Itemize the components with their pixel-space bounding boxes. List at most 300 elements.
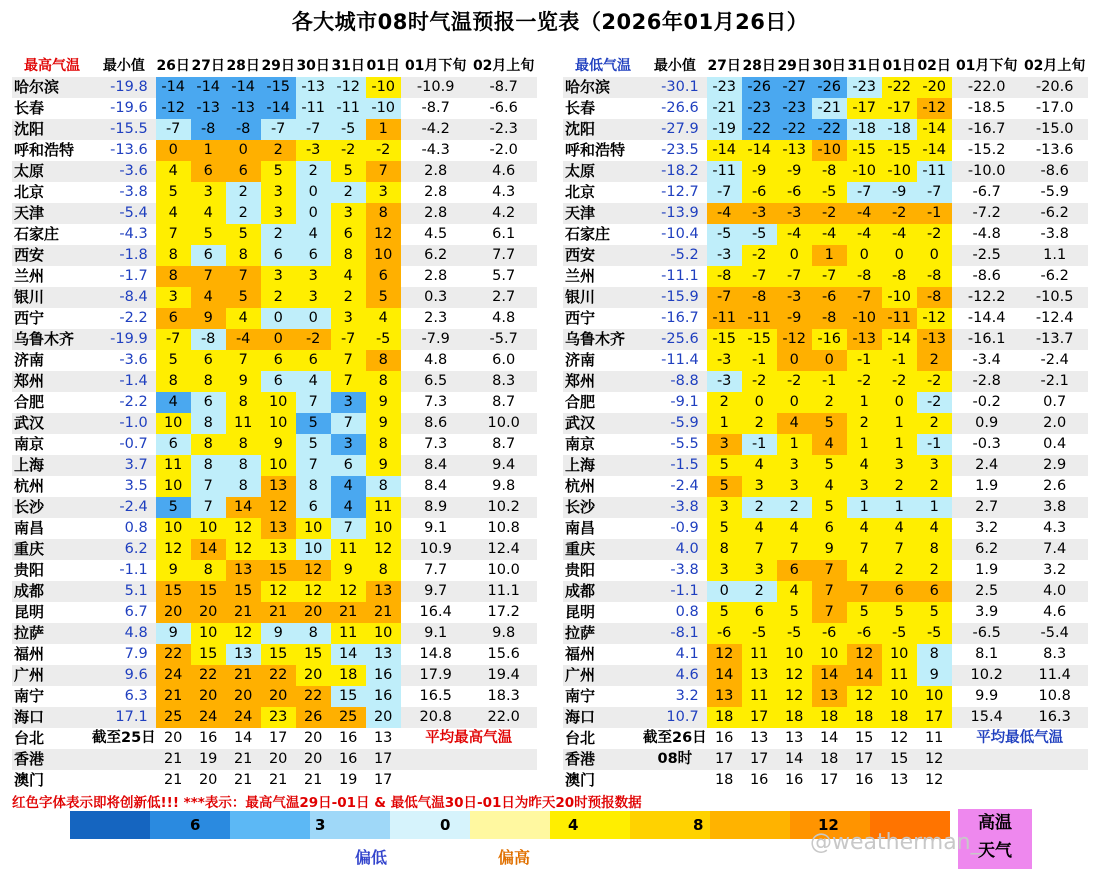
low-city-row [563, 539, 1088, 560]
period-average-cell: 0.4 [1022, 434, 1088, 455]
high-city-row [12, 203, 537, 224]
period-average-cell: 7.7 [471, 245, 537, 266]
daily-temperature-cell: 12 [261, 581, 296, 602]
city-name: 北京 [563, 182, 643, 203]
daily-temperature-cell: -3 [707, 371, 742, 392]
city-name: 昆明 [563, 602, 643, 623]
daily-temperature-cell: 0 [226, 140, 261, 161]
data-cutoff-note: 08时 [643, 749, 707, 770]
low-city-row [563, 329, 1088, 350]
daily-temperature-cell: 8 [296, 623, 331, 644]
city-name: 西宁 [563, 308, 643, 329]
period-average-cell: -12.2 [952, 287, 1022, 308]
daily-temperature-cell: 8 [226, 245, 261, 266]
daily-temperature-cell: 12 [366, 224, 401, 245]
daily-temperature-cell: 1 [917, 497, 952, 518]
daily-temperature-cell: -20 [917, 77, 952, 98]
daily-temperature-cell: 2 [847, 413, 882, 434]
period-average-cell: 4.8 [471, 308, 537, 329]
record-min-value: 6.2 [92, 539, 156, 560]
daily-temperature-cell: -23 [847, 77, 882, 98]
daily-temperature-cell: 8 [226, 434, 261, 455]
daily-temperature-cell: 0 [707, 581, 742, 602]
period-average-cell: 2.5 [952, 581, 1022, 602]
daily-temperature-cell: 14 [812, 665, 847, 686]
high-city-row [12, 602, 537, 623]
record-min-value: -2.2 [92, 392, 156, 413]
daily-temperature-cell: -23 [777, 98, 812, 119]
high-column-header: 01月下旬 [401, 56, 471, 77]
color-bar-segment [710, 811, 790, 839]
daily-temperature-cell: 2 [882, 560, 917, 581]
period-average-cell: -2.8 [952, 371, 1022, 392]
high-column-header: 27日 [191, 56, 226, 77]
daily-temperature-cell: 14 [226, 728, 261, 749]
daily-temperature-cell: 8 [191, 455, 226, 476]
period-average-cell: 22.0 [471, 707, 537, 728]
high-city-row [12, 245, 537, 266]
period-average-cell: 4.2 [471, 203, 537, 224]
daily-temperature-cell: 23 [261, 707, 296, 728]
high-column-header: 02月上旬 [471, 56, 537, 77]
high-column-header: 29日 [261, 56, 296, 77]
high-city-row [12, 182, 537, 203]
period-average-cell: -6.5 [952, 623, 1022, 644]
daily-temperature-cell: 6 [261, 245, 296, 266]
daily-temperature-cell: 13 [777, 728, 812, 749]
daily-temperature-cell: 6 [156, 434, 191, 455]
city-name: 长春 [563, 98, 643, 119]
average-legend-note [401, 749, 537, 770]
daily-temperature-cell: -12 [777, 329, 812, 350]
city-name: 贵阳 [12, 560, 92, 581]
period-average-cell: 6.2 [952, 539, 1022, 560]
period-average-cell: 2.6 [1022, 476, 1088, 497]
city-name: 昆明 [12, 602, 92, 623]
daily-temperature-cell: 6 [366, 266, 401, 287]
daily-temperature-cell: 6 [296, 245, 331, 266]
city-name: 南京 [563, 434, 643, 455]
data-cutoff-note: 截至25日 [92, 728, 156, 749]
daily-temperature-cell: 3 [707, 497, 742, 518]
daily-temperature-cell: 6 [191, 350, 226, 371]
daily-temperature-cell: -7 [847, 287, 882, 308]
daily-temperature-cell: 0 [777, 392, 812, 413]
daily-temperature-cell: -8 [742, 287, 777, 308]
high-city-row [12, 266, 537, 287]
max-temperature-table [12, 56, 537, 791]
daily-temperature-cell: -10 [847, 308, 882, 329]
daily-temperature-cell: 10 [191, 518, 226, 539]
daily-temperature-cell: 1 [812, 245, 847, 266]
period-average-cell: 0.9 [952, 413, 1022, 434]
daily-temperature-cell: -5 [882, 623, 917, 644]
daily-temperature-cell: 5 [261, 161, 296, 182]
daily-temperature-cell: 2 [261, 224, 296, 245]
daily-temperature-cell: 4 [331, 266, 366, 287]
daily-temperature-cell: 14 [191, 539, 226, 560]
period-average-cell: 6.0 [471, 350, 537, 371]
daily-temperature-cell: 0 [882, 245, 917, 266]
daily-temperature-cell: -5 [777, 623, 812, 644]
period-average-cell: 19.4 [471, 665, 537, 686]
daily-temperature-cell: 6 [296, 350, 331, 371]
daily-temperature-cell: -5 [366, 329, 401, 350]
period-average-cell: 0.3 [401, 287, 471, 308]
daily-temperature-cell: 11 [917, 728, 952, 749]
daily-temperature-cell: 10 [812, 644, 847, 665]
city-name: 南昌 [12, 518, 92, 539]
daily-temperature-cell: 20 [296, 602, 331, 623]
daily-temperature-cell: 15 [261, 644, 296, 665]
city-name: 郑州 [12, 371, 92, 392]
low-city-row [563, 476, 1088, 497]
daily-temperature-cell: 0 [917, 245, 952, 266]
daily-temperature-cell: 2 [882, 476, 917, 497]
daily-temperature-cell: 12 [777, 686, 812, 707]
daily-temperature-cell: 8 [191, 413, 226, 434]
period-average-cell: 10.2 [952, 665, 1022, 686]
daily-temperature-cell: -11 [882, 308, 917, 329]
record-min-value: -3.6 [92, 161, 156, 182]
period-average-cell: 8.7 [471, 392, 537, 413]
low-city-row [563, 455, 1088, 476]
daily-temperature-cell: 21 [366, 602, 401, 623]
daily-temperature-cell: 3 [331, 434, 366, 455]
record-min-value: -30.1 [643, 77, 707, 98]
low-city-row [563, 203, 1088, 224]
period-average-cell: 1.9 [952, 560, 1022, 581]
daily-temperature-cell: -4 [226, 329, 261, 350]
daily-temperature-cell: -13 [191, 98, 226, 119]
period-average-cell: 17.9 [401, 665, 471, 686]
daily-temperature-cell: 10 [777, 644, 812, 665]
low-city-row [563, 707, 1088, 728]
city-name: 银川 [12, 287, 92, 308]
daily-temperature-cell: -12 [917, 308, 952, 329]
daily-temperature-cell: 11 [366, 497, 401, 518]
daily-temperature-cell: 12 [331, 581, 366, 602]
city-name: 海口 [12, 707, 92, 728]
record-min-value: -16.7 [643, 308, 707, 329]
daily-temperature-cell: -1 [917, 434, 952, 455]
daily-temperature-cell: -6 [812, 623, 847, 644]
daily-temperature-cell: -13 [847, 329, 882, 350]
daily-temperature-cell: 7 [191, 497, 226, 518]
daily-temperature-cell: 8 [296, 476, 331, 497]
daily-temperature-cell: 0 [296, 308, 331, 329]
daily-temperature-cell: 5 [707, 476, 742, 497]
period-average-cell: -14.4 [952, 308, 1022, 329]
daily-temperature-cell: -2 [742, 371, 777, 392]
daily-temperature-cell: -8 [707, 266, 742, 287]
daily-temperature-cell: -22 [777, 119, 812, 140]
daily-temperature-cell: 4 [296, 224, 331, 245]
record-min-value: -2.4 [643, 476, 707, 497]
period-average-cell: 2.7 [952, 497, 1022, 518]
daily-temperature-cell: -3 [777, 203, 812, 224]
high-city-row [12, 623, 537, 644]
record-min-value: -10.4 [643, 224, 707, 245]
record-min-value: 3.2 [643, 686, 707, 707]
daily-temperature-cell: 4 [847, 455, 882, 476]
low-city-row [563, 119, 1088, 140]
period-average-cell: 2.8 [401, 182, 471, 203]
daily-temperature-cell: 20 [296, 749, 331, 770]
daily-temperature-cell: -22 [882, 77, 917, 98]
period-average-cell: -4.2 [401, 119, 471, 140]
daily-temperature-cell: -10 [366, 77, 401, 98]
city-name: 成都 [12, 581, 92, 602]
city-name: 兰州 [563, 266, 643, 287]
color-bar-segment [230, 811, 310, 839]
daily-temperature-cell: 12 [882, 728, 917, 749]
city-name: 呼和浩特 [563, 140, 643, 161]
low-anomaly-label: 偏低 [355, 848, 388, 867]
record-min-value: 4.6 [643, 665, 707, 686]
daily-temperature-cell: 9 [917, 665, 952, 686]
record-min-value: -19.8 [92, 77, 156, 98]
daily-temperature-cell: 7 [156, 224, 191, 245]
record-min-value: 0.8 [92, 518, 156, 539]
high-city-row [12, 224, 537, 245]
high-city-row [12, 140, 537, 161]
period-average-cell: 3.9 [952, 602, 1022, 623]
daily-temperature-cell: -8 [226, 119, 261, 140]
period-average-cell: -10.0 [952, 161, 1022, 182]
high-header-row [12, 56, 537, 77]
period-average-cell: -7.9 [401, 329, 471, 350]
daily-temperature-cell: 22 [261, 665, 296, 686]
daily-temperature-cell: 7 [296, 392, 331, 413]
record-min-value: 6.3 [92, 686, 156, 707]
daily-temperature-cell: -3 [707, 245, 742, 266]
daily-temperature-cell: 6 [331, 455, 366, 476]
daily-temperature-cell: 4 [191, 203, 226, 224]
high-city-row [12, 350, 537, 371]
record-min-value: -27.9 [643, 119, 707, 140]
daily-temperature-cell: 8 [226, 455, 261, 476]
daily-temperature-cell: -5 [742, 224, 777, 245]
daily-temperature-cell: -7 [847, 182, 882, 203]
low-column-header: 最低气温 [563, 56, 643, 77]
record-min-value: -3.6 [92, 350, 156, 371]
period-average-cell: 16.4 [401, 602, 471, 623]
daily-temperature-cell: -14 [917, 140, 952, 161]
high-city-row [12, 434, 537, 455]
daily-temperature-cell: 21 [261, 602, 296, 623]
city-name: 呼和浩特 [12, 140, 92, 161]
city-name: 济南 [12, 350, 92, 371]
daily-temperature-cell: 6 [226, 161, 261, 182]
daily-temperature-cell: 26 [296, 707, 331, 728]
daily-temperature-cell: 3 [366, 182, 401, 203]
daily-temperature-cell: -1 [917, 203, 952, 224]
daily-temperature-cell: 18 [707, 707, 742, 728]
period-average-cell: -13.6 [1022, 140, 1088, 161]
low-city-row [563, 371, 1088, 392]
city-name: 台北 [12, 728, 92, 749]
period-average-cell: -0.2 [952, 392, 1022, 413]
daily-temperature-cell: 20 [156, 728, 191, 749]
daily-temperature-cell: 14 [777, 749, 812, 770]
daily-temperature-cell: 4 [742, 455, 777, 476]
high-city-row [12, 497, 537, 518]
period-average-cell: -20.6 [1022, 77, 1088, 98]
city-name: 长沙 [12, 497, 92, 518]
daily-temperature-cell: -14 [742, 140, 777, 161]
daily-temperature-cell: 0 [261, 329, 296, 350]
color-bar-tick-label: 12 [818, 816, 839, 834]
city-name: 哈尔滨 [12, 77, 92, 98]
daily-temperature-cell: 2 [742, 581, 777, 602]
city-name: 沈阳 [563, 119, 643, 140]
period-average-cell: 7.7 [401, 560, 471, 581]
daily-temperature-cell: 7 [847, 539, 882, 560]
period-average-cell: 8.9 [401, 497, 471, 518]
city-name: 台北 [563, 728, 643, 749]
low-city-row [563, 224, 1088, 245]
period-average-cell: 6.5 [401, 371, 471, 392]
daily-temperature-cell: 13 [366, 644, 401, 665]
daily-temperature-cell: 12 [226, 518, 261, 539]
period-average-cell: 4.3 [471, 182, 537, 203]
record-min-value: -8.4 [92, 287, 156, 308]
daily-temperature-cell: 4 [742, 518, 777, 539]
period-average-cell: -3.4 [952, 350, 1022, 371]
daily-temperature-cell: 2 [812, 392, 847, 413]
daily-temperature-cell: 20 [226, 686, 261, 707]
daily-temperature-cell: 21 [156, 749, 191, 770]
period-average-cell: 11.4 [1022, 665, 1088, 686]
data-cutoff-note [643, 770, 707, 791]
daily-temperature-cell: 3 [742, 476, 777, 497]
period-average-cell: 9.8 [471, 623, 537, 644]
daily-temperature-cell: 0 [882, 392, 917, 413]
daily-temperature-cell: -4 [847, 224, 882, 245]
low-extra-city-row [563, 770, 1088, 791]
period-average-cell: 8.7 [471, 434, 537, 455]
daily-temperature-cell: 5 [156, 350, 191, 371]
daily-temperature-cell: 15 [847, 728, 882, 749]
daily-temperature-cell: 4 [366, 308, 401, 329]
daily-temperature-cell: 6 [261, 350, 296, 371]
high-city-row [12, 707, 537, 728]
record-min-value: -0.7 [92, 434, 156, 455]
record-min-value: 5.1 [92, 581, 156, 602]
daily-temperature-cell: -11 [296, 98, 331, 119]
daily-temperature-cell: 13 [366, 728, 401, 749]
daily-temperature-cell: -3 [707, 350, 742, 371]
daily-temperature-cell: 4 [812, 476, 847, 497]
daily-temperature-cell: -21 [812, 98, 847, 119]
low-city-row [563, 308, 1088, 329]
daily-temperature-cell: 2 [261, 140, 296, 161]
period-average-cell: 2.0 [1022, 413, 1088, 434]
record-min-value: 4.1 [643, 644, 707, 665]
city-name: 重庆 [12, 539, 92, 560]
daily-temperature-cell: -6 [707, 623, 742, 644]
daily-temperature-cell: -14 [261, 98, 296, 119]
city-name: 福州 [563, 644, 643, 665]
daily-temperature-cell: 12 [296, 581, 331, 602]
daily-temperature-cell: -2 [882, 371, 917, 392]
daily-temperature-cell: 6 [191, 161, 226, 182]
daily-temperature-cell: 8 [366, 350, 401, 371]
daily-temperature-cell: 4 [156, 161, 191, 182]
daily-temperature-cell: 10 [261, 413, 296, 434]
period-average-cell: 4.8 [401, 350, 471, 371]
color-bar-tick-label: 4 [568, 816, 579, 834]
daily-temperature-cell: -7 [296, 119, 331, 140]
daily-temperature-cell: 18 [812, 707, 847, 728]
daily-temperature-cell: -3 [296, 140, 331, 161]
period-average-cell: -2.0 [471, 140, 537, 161]
daily-temperature-cell: 4 [777, 581, 812, 602]
daily-temperature-cell: 15 [296, 644, 331, 665]
low-city-row [563, 665, 1088, 686]
daily-temperature-cell: 1 [707, 413, 742, 434]
daily-temperature-cell: 13 [812, 686, 847, 707]
period-average-cell: -0.3 [952, 434, 1022, 455]
record-min-value: -19.9 [92, 329, 156, 350]
daily-temperature-cell: -10 [812, 140, 847, 161]
period-average-cell: 17.2 [471, 602, 537, 623]
daily-temperature-cell: 1 [847, 497, 882, 518]
period-average-cell: 20.8 [401, 707, 471, 728]
high-extra-city-row [12, 770, 537, 791]
period-average-cell: 5.7 [471, 266, 537, 287]
daily-temperature-cell: 4 [812, 434, 847, 455]
daily-temperature-cell: 3 [261, 182, 296, 203]
daily-temperature-cell: 5 [226, 287, 261, 308]
daily-temperature-cell: -27 [777, 77, 812, 98]
daily-temperature-cell: 1 [191, 140, 226, 161]
high-extra-city-row [12, 749, 537, 770]
period-average-cell: 9.4 [471, 455, 537, 476]
period-average-cell: 2.8 [401, 266, 471, 287]
daily-temperature-cell: 10 [191, 623, 226, 644]
daily-temperature-cell: 18 [812, 749, 847, 770]
daily-temperature-cell: 5 [847, 602, 882, 623]
period-average-cell: -8.6 [952, 266, 1022, 287]
daily-temperature-cell: 6 [261, 371, 296, 392]
period-average-cell: 9.1 [401, 623, 471, 644]
high-city-row [12, 518, 537, 539]
low-extra-city-row [563, 749, 1088, 770]
daily-temperature-cell: 0 [847, 245, 882, 266]
color-bar-segment [70, 811, 150, 839]
high-city-row [12, 560, 537, 581]
record-min-value: -3.8 [92, 182, 156, 203]
daily-temperature-cell: 3 [917, 455, 952, 476]
daily-temperature-cell: 14 [812, 728, 847, 749]
period-average-cell: 18.3 [471, 686, 537, 707]
low-column-header: 01日 [882, 56, 917, 77]
daily-temperature-cell: 10 [296, 539, 331, 560]
daily-temperature-cell: -15 [882, 140, 917, 161]
daily-temperature-cell: -23 [707, 77, 742, 98]
record-min-value: -8.8 [643, 371, 707, 392]
daily-temperature-cell: -2 [366, 140, 401, 161]
daily-temperature-cell: -7 [156, 329, 191, 350]
city-name: 郑州 [563, 371, 643, 392]
low-city-row [563, 140, 1088, 161]
low-city-row [563, 98, 1088, 119]
daily-temperature-cell: -5 [812, 182, 847, 203]
daily-temperature-cell: 3 [191, 182, 226, 203]
low-city-row [563, 497, 1088, 518]
